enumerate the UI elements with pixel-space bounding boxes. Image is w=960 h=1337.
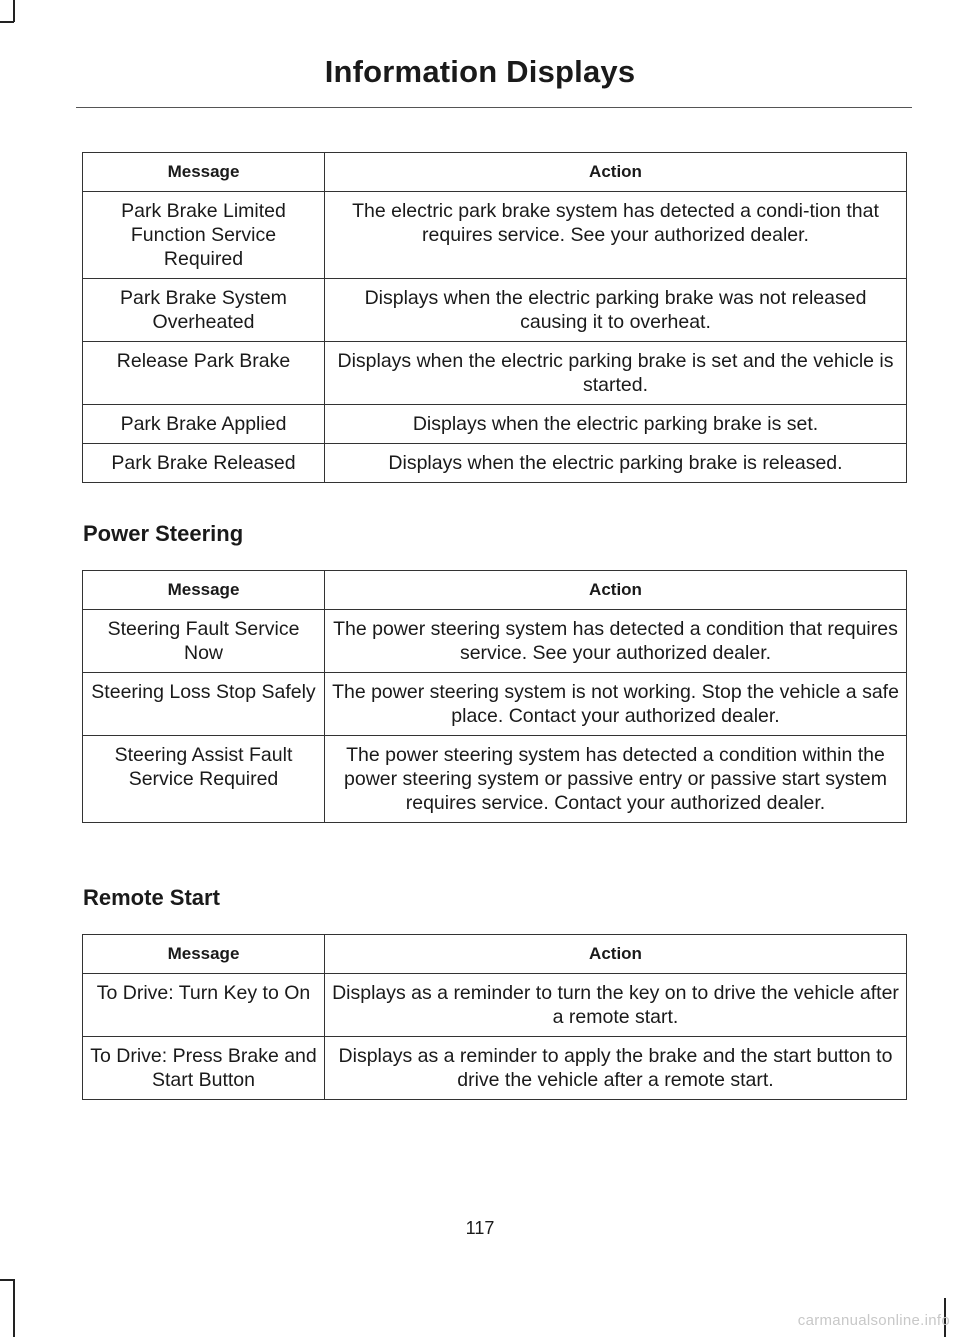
section-heading-power-steering: Power Steering — [83, 521, 244, 546]
park-brake-message-table — [82, 152, 907, 483]
message-cell: Steering Fault Service Now — [83, 610, 325, 673]
table-row — [83, 192, 907, 279]
message-cell: Release Park Brake — [83, 342, 325, 405]
crop-mark-bottom-left-vertical — [13, 1279, 15, 1337]
table-row — [83, 974, 907, 1037]
action-cell: The power steering system is not working. Stop the vehicle a safe place. Contact your authorized dealer. — [325, 673, 907, 736]
action-cell: Displays when the electric parking brake is set and the vehicle is started. — [325, 342, 907, 405]
crop-mark-bottom-left-horizontal — [0, 1279, 14, 1281]
column-header-action: Action — [325, 571, 907, 610]
remote-start-message-table — [82, 934, 907, 1100]
action-cell: Displays when the electric parking brake is released. — [325, 444, 907, 483]
action-cell: Displays when the electric parking brake is set. — [325, 405, 907, 444]
message-cell: Steering Assist Fault Service Required — [83, 736, 325, 823]
action-cell: The power steering system has detected a condition that requires service. See your authorized dealer. — [325, 610, 907, 673]
column-header-action: Action — [325, 153, 907, 192]
column-header-message: Message — [83, 153, 325, 192]
message-cell: Park Brake Applied — [83, 405, 325, 444]
crop-mark-top-left-horizontal — [0, 21, 14, 23]
action-cell: Displays as a reminder to apply the brake and the start button to drive the vehicle after a remote start. — [325, 1037, 907, 1100]
table-header-row — [83, 153, 907, 192]
table-row — [83, 736, 907, 823]
power-steering-message-table — [82, 570, 907, 823]
table-row — [83, 610, 907, 673]
crop-mark-top-left-vertical — [13, 0, 15, 22]
column-header-action: Action — [325, 935, 907, 974]
table-row — [83, 444, 907, 483]
table-row — [83, 405, 907, 444]
message-cell: Park Brake System Overheated — [83, 279, 325, 342]
title-divider — [76, 107, 912, 108]
message-cell: Park Brake Released — [83, 444, 325, 483]
table-row — [83, 1037, 907, 1100]
column-header-message: Message — [83, 571, 325, 610]
action-cell: The power steering system has detected a condition within the power steering system or passive entry or passive start system requires service. Contact your authorized dealer. — [325, 736, 907, 823]
watermark: carmanualsonline.info — [797, 1312, 950, 1329]
column-header-message: Message — [83, 935, 325, 974]
message-cell: Park Brake Limited Function Service Required — [83, 192, 325, 279]
table-row — [83, 279, 907, 342]
table-row — [83, 673, 907, 736]
page-number: 117 — [465, 1218, 495, 1238]
page-title: Information Displays — [324, 54, 636, 89]
message-cell: To Drive: Press Brake and Start Button — [83, 1037, 325, 1100]
message-cell: To Drive: Turn Key to On — [83, 974, 325, 1037]
table-header-row — [83, 571, 907, 610]
table-header-row — [83, 935, 907, 974]
table-row — [83, 342, 907, 405]
action-cell: The electric park brake system has detected a condi-tion that requires service. See your authorized dealer. — [325, 192, 907, 279]
section-heading-remote-start: Remote Start — [83, 885, 220, 910]
action-cell: Displays as a reminder to turn the key on to drive the vehicle after a remote start. — [325, 974, 907, 1037]
message-cell: Steering Loss Stop Safely — [83, 673, 325, 736]
action-cell: Displays when the electric parking brake was not released causing it to overheat. — [325, 279, 907, 342]
